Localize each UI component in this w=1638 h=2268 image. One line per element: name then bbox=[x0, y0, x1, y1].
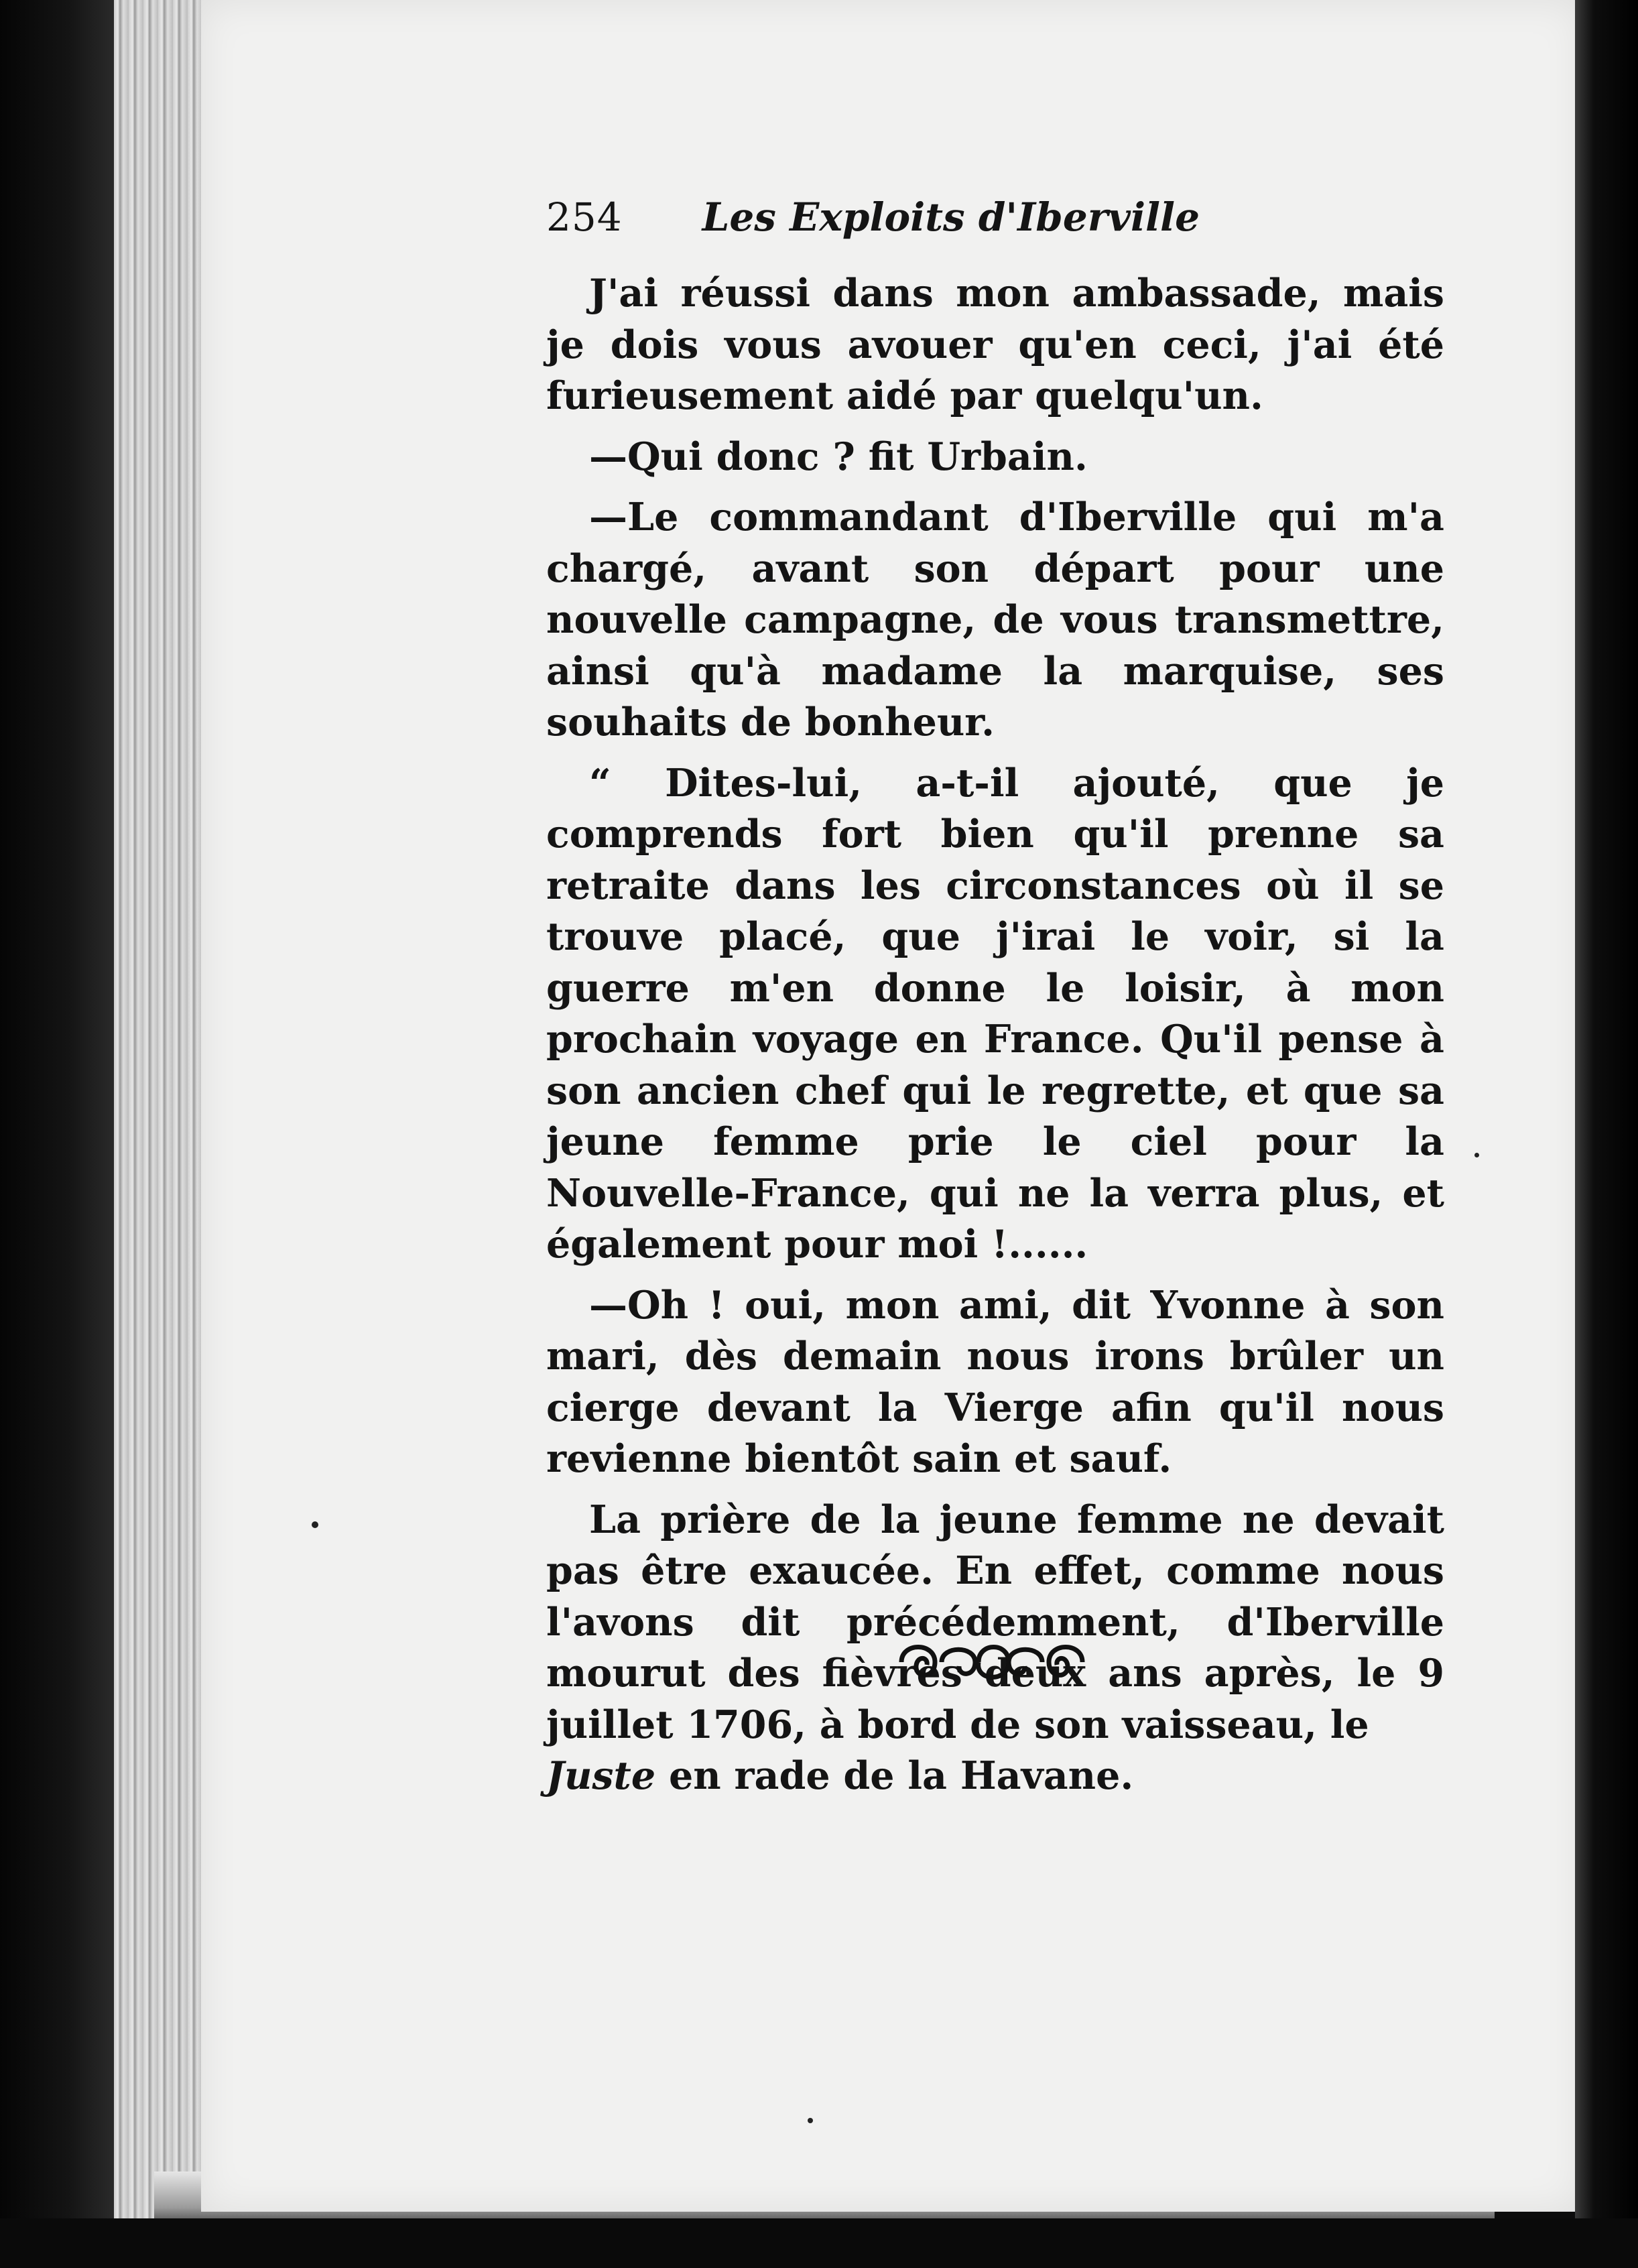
paragraph: “ Dites-lui, a-t-il ajouté, que je comprends fort bien qu'il prenne sa retraite dans les circonstances où il se trouve placé, que j'irai le voir, si la guerre m'en donne le loisir, à mon prochain voyage en France. Qu'il pense à son ancien chef qui le regrette, et que sa jeune femme prie le ciel pour la Nouvelle-France, qui ne la verra plus, et également pour moi !...... bbox=[546, 760, 1444, 1267]
ship-name: Juste bbox=[546, 1753, 656, 1798]
speck bbox=[312, 1521, 318, 1528]
paragraph: —Qui donc ? fit Urbain. bbox=[589, 434, 1088, 479]
paragraph: J'ai réussi dans mon ambassade, mais je dois vous avouer qu'en ceci, j'ai été furieusement aidé par quelqu'un. bbox=[546, 271, 1444, 418]
running-head bbox=[546, 194, 1200, 248]
speck bbox=[1474, 1153, 1479, 1157]
paragraph: —Le commandant d'Iberville qui m'a chargé, avant son départ pour une nouvelle campagne, de vous transmettre, ainsi qu'à madame la marquise, ses souhaits de bonheur. bbox=[546, 495, 1444, 745]
paragraph: —Oh ! oui, mon ami, dit Yvonne à son mari, dès demain nous irons brûler un cierge devant la Vierge afin qu'il nous revienne bientôt sain et sauf. bbox=[546, 1282, 1444, 1481]
page-number: 254 bbox=[546, 194, 623, 240]
body-text bbox=[546, 268, 1444, 1812]
paragraph-final-end: en rade de la Havane. bbox=[655, 1753, 1134, 1798]
speck bbox=[808, 2118, 813, 2123]
end-ornament-icon bbox=[895, 1635, 1089, 1689]
scan-frame-right bbox=[1575, 0, 1638, 2268]
scan-frame-left bbox=[0, 0, 114, 2268]
page-stack-edges bbox=[114, 0, 214, 2268]
running-title: Les Exploits d'Iberville bbox=[702, 194, 1200, 240]
paragraph-final-text: La prière de la jeune femme ne devait pas être exaucée. En effet, comme nous l'avons dit précédemment, d'Iberville mourut des fièvres deux ans après, le 9 juillet 1706, à bord de son vaisseau, le bbox=[546, 1497, 1444, 1747]
scan-frame-bottom bbox=[0, 2218, 1638, 2268]
